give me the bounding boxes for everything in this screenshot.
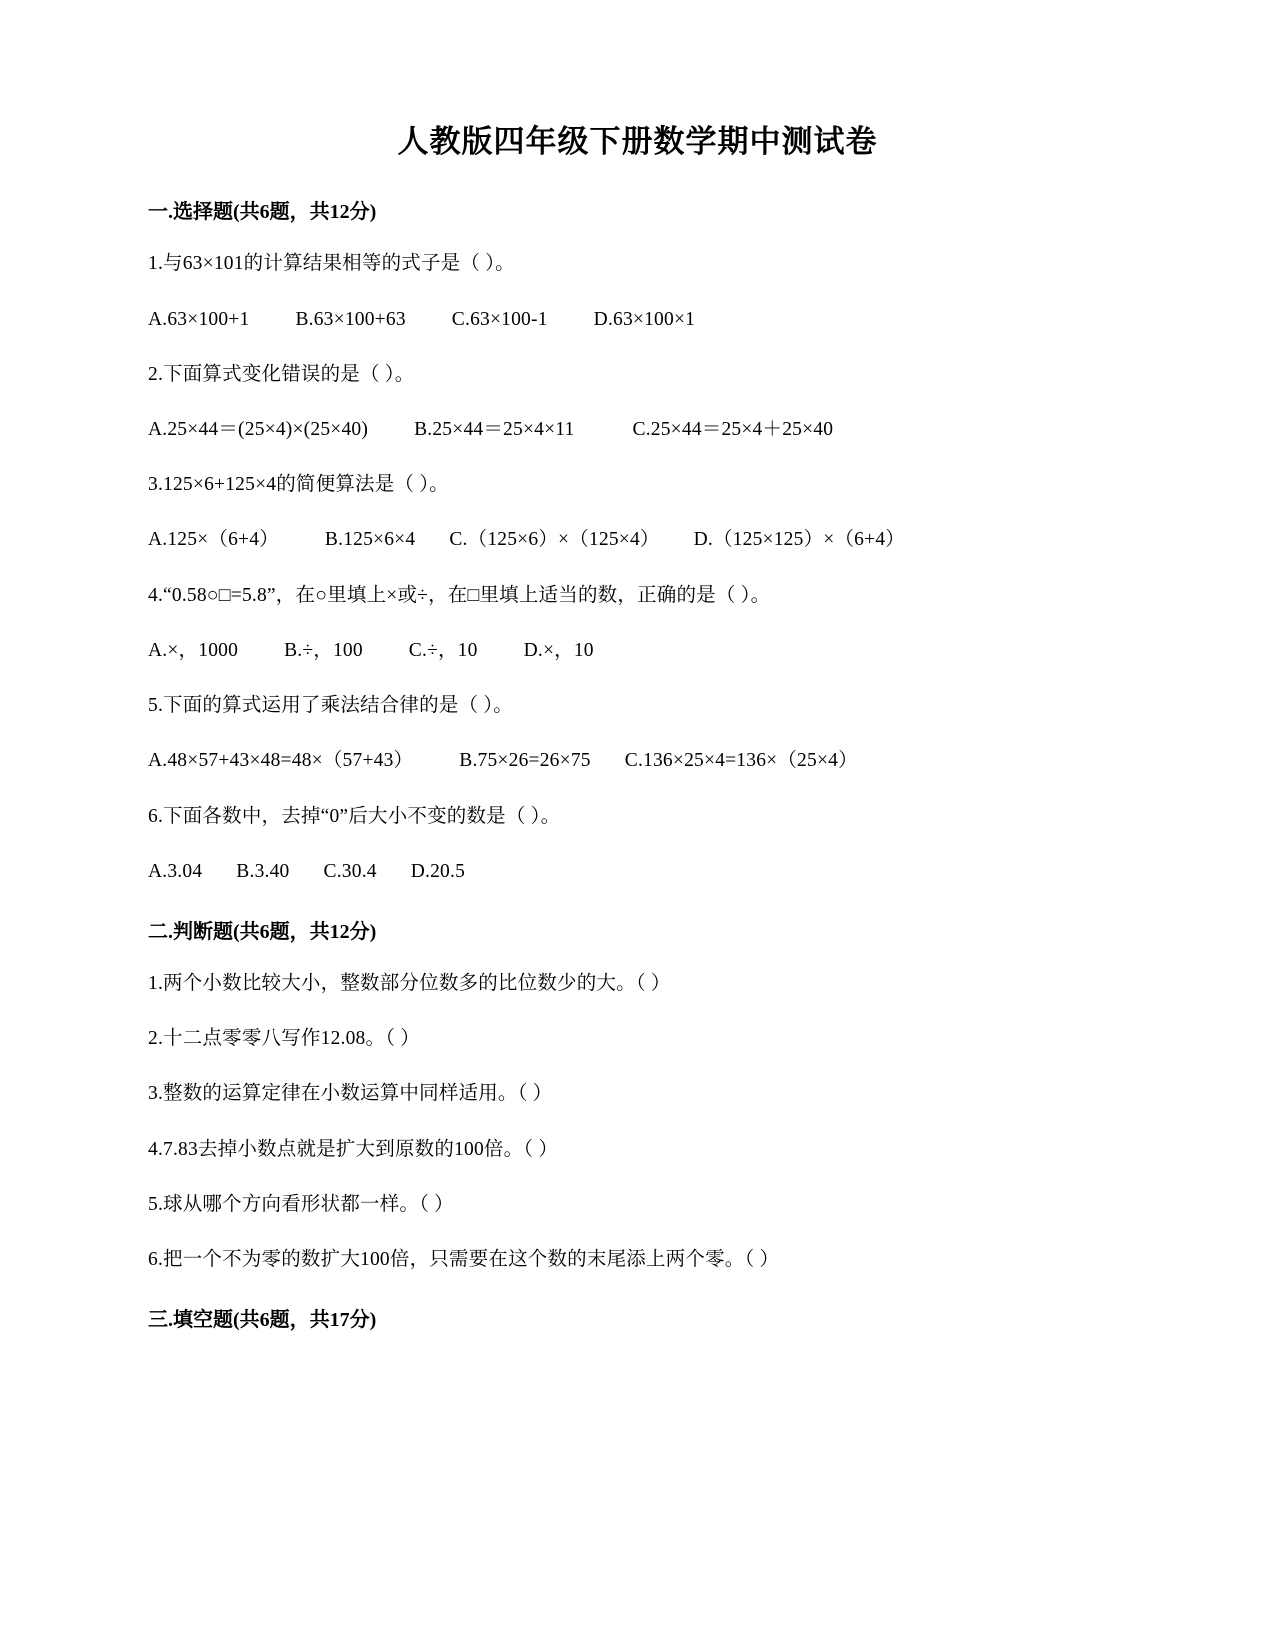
option-c[interactable]: C.30.4 (323, 860, 377, 882)
question-2-1: 1.两个小数比较大小，整数部分位数多的比位数少的大。（ ） (148, 973, 671, 995)
option-d[interactable]: D.63×100×1 (593, 308, 696, 330)
option-a[interactable]: A.63×100+1 (148, 308, 250, 330)
option-c[interactable]: C.÷，10 (408, 639, 478, 661)
question-1-5: 5.下面的算式运用了乘法结合律的是（ ）。 (148, 695, 513, 717)
question-1-2: 2.下面算式变化错误的是（ ）。 (148, 363, 415, 385)
section-heading-choice: 一.选择题(共6题，共12分) (148, 201, 377, 224)
page-title: 人教版四年级下册数学期中测试卷 (397, 124, 878, 159)
option-b[interactable]: B.3.40 (236, 860, 290, 882)
question-2-6: 6.把一个不为零的数扩大100倍，只需要在这个数的末尾添上两个零。（ ） (148, 1249, 780, 1271)
question-2-2: 2.十二点零零八写作12.08。（ ） (148, 1028, 420, 1050)
options-1-5 (148, 746, 1127, 776)
question-2-5: 5.球从哪个方向看形状都一样。（ ） (148, 1193, 454, 1215)
option-b[interactable]: B.75×26=26×75 (459, 750, 591, 772)
option-b[interactable]: B.125×6×4 (324, 529, 416, 551)
option-b[interactable]: B.÷，100 (284, 639, 363, 661)
option-c[interactable]: C.63×100-1 (451, 308, 548, 330)
section-heading-fillblank: 三.填空题(共6题，共17分) (148, 1309, 377, 1332)
question-2-3: 3.整数的运算定律在小数运算中同样适用。（ ） (148, 1083, 553, 1105)
option-d[interactable]: D.（125×125）×（6+4） (693, 529, 905, 551)
option-c[interactable]: C.25×44＝25×4＋25×40 (632, 419, 834, 441)
options-1-1 (148, 305, 1127, 335)
option-b[interactable]: B.25×44＝25×4×11 (414, 419, 575, 441)
option-a[interactable]: A.48×57+43×48=48×（57+43） (148, 750, 414, 772)
question-2-4: 4.7.83去掉小数点就是扩大到原数的100倍。（ ） (148, 1138, 559, 1160)
option-c[interactable]: C.136×25×4=136×（25×4） (624, 750, 858, 772)
option-a[interactable]: A.25×44＝(25×4)×(25×40) (148, 419, 369, 441)
options-1-6 (148, 857, 1127, 887)
question-1-4: 4.“0.58○□=5.8”，在○里填上×或÷，在□里填上适当的数，正确的是（ ）。 (148, 584, 771, 606)
option-d[interactable]: D.×，10 (523, 639, 594, 661)
question-1-1: 1.与63×101的计算结果相等的式子是（ ）。 (148, 253, 515, 275)
option-a[interactable]: A.3.04 (148, 860, 203, 882)
options-1-2 (148, 415, 1127, 445)
option-a[interactable]: A.125×（6+4） (148, 529, 279, 551)
option-a[interactable]: A.×，1000 (148, 639, 239, 661)
option-b[interactable]: B.63×100+63 (295, 308, 406, 330)
options-1-3 (148, 525, 1127, 555)
section-heading-truefalse: 二.判断题(共6题，共12分) (148, 921, 377, 944)
options-1-4 (148, 636, 1127, 666)
option-c[interactable]: C.（125×6）×（125×4） (449, 529, 660, 551)
option-d[interactable]: D.20.5 (410, 860, 466, 882)
question-1-6: 6.下面各数中，去掉“0”后大小不变的数是（ ）。 (148, 805, 561, 827)
question-1-3: 3.125×6+125×4的简便算法是（ ）。 (148, 474, 449, 496)
